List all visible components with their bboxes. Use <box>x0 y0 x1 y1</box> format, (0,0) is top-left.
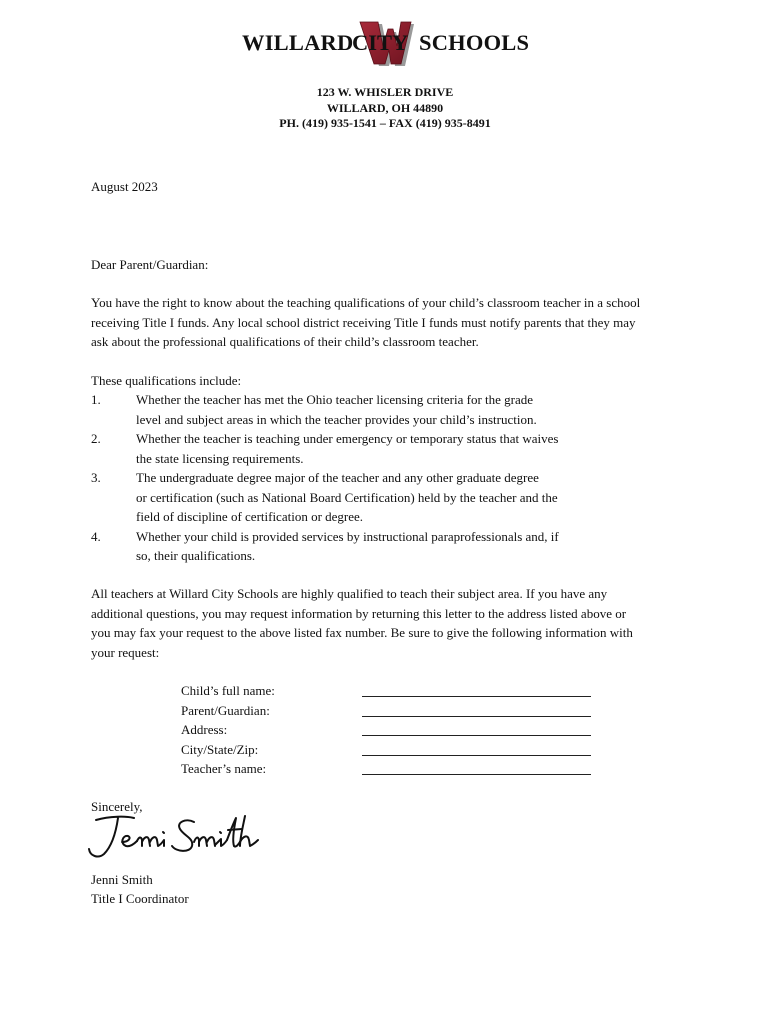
list-item-line: level and subject areas in which the teacher provides your child’s instruction. <box>136 411 537 427</box>
form-label: City/State/Zip: <box>181 741 259 757</box>
paragraph-line: your request: <box>91 644 160 660</box>
child-name-field[interactable] <box>362 681 591 697</box>
form-row-parent-guardian <box>181 701 591 721</box>
list-item <box>91 429 559 468</box>
address-phone-fax: PH. (419) 935-1541 – FAX (419) 935-8491 <box>279 116 491 130</box>
address-field[interactable] <box>362 720 591 736</box>
list-item-line: The undergraduate degree major of the teacher and any other graduate degree <box>136 470 539 485</box>
form-label: Teacher’s name: <box>181 761 267 776</box>
letter-date: August 2023 <box>91 179 158 194</box>
paragraph-line: You have the right to know about the teaching qualifications of your child’s classroom teacher in a school <box>91 295 641 310</box>
form-row-child-name <box>181 681 591 701</box>
list-item <box>91 468 559 527</box>
form-label: Child’s full name: <box>181 683 275 698</box>
form-row-address <box>181 720 591 740</box>
closing: Sincerely, <box>91 799 143 814</box>
paragraph-line: All teachers at Willard City Schools are highly qualified to teach their subject area. If you have any <box>91 586 608 601</box>
list-item-text <box>136 527 559 566</box>
parent-guardian-field[interactable] <box>362 701 591 717</box>
teacher-name-field[interactable] <box>362 759 591 775</box>
salutation: Dear Parent/Guardian: <box>91 257 209 272</box>
list-item <box>91 390 559 429</box>
paragraph-request-info <box>91 584 691 662</box>
request-form <box>181 681 591 779</box>
list-item-line: so, their qualifications. <box>136 548 256 563</box>
letterhead-address <box>0 85 770 132</box>
signer-title: Title I Coordinator <box>91 891 189 906</box>
list-item-number: 1. <box>91 392 101 407</box>
city-state-zip-field[interactable] <box>362 740 591 756</box>
form-row-teacher-name <box>181 759 591 779</box>
list-item-line: field of discipline of certification or degree. <box>136 509 364 524</box>
list-item-text <box>136 390 537 429</box>
list-item <box>91 527 559 566</box>
list-item-text <box>136 468 558 527</box>
qualifications-list <box>91 390 559 566</box>
letterhead-name-mid: CITY <box>352 30 409 55</box>
signer-name: Jenni Smith <box>91 872 153 887</box>
list-item-number: 4. <box>91 528 101 544</box>
form-label: Address: <box>181 722 228 737</box>
list-item-line: Whether your child is provided services by instructional paraprofessionals and, if <box>136 528 559 544</box>
list-item-line: the state licensing requirements. <box>136 450 304 466</box>
letterhead-name-right: SCHOOLS <box>419 30 530 55</box>
letterhead-name-left: WILLARD <box>242 30 354 55</box>
form-row-city-state-zip <box>181 740 591 760</box>
qualifications-intro: These qualifications include: <box>91 373 242 388</box>
address-city: WILLARD, OH 44890 <box>326 100 444 115</box>
list-item-line: Whether the teacher has met the Ohio teacher licensing criteria for the grade <box>136 392 534 407</box>
paragraph-line: ask about the professional qualifications of their child’s classroom teacher. <box>91 334 479 349</box>
list-item-text <box>136 429 558 468</box>
address-street: 123 W. WHISLER DRIVE <box>316 85 454 99</box>
paragraph-line: receiving Title I funds. Any local school district receiving Title I funds must notify parents that they may <box>91 314 636 330</box>
list-item-line: Whether the teacher is teaching under emergency or temporary status that waives <box>136 431 559 446</box>
list-item-number: 2. <box>91 431 101 446</box>
paragraph-line: additional questions, you may request information by returning this letter to the address listed above or <box>91 605 627 621</box>
form-label: Parent/Guardian: <box>181 702 270 718</box>
signature-icon <box>82 812 277 862</box>
letterhead <box>0 14 770 74</box>
paragraph-rights <box>91 293 691 352</box>
list-item-number: 3. <box>91 470 101 485</box>
paragraph-line: you may fax your request to the above listed fax number. Be sure to give the following information with <box>91 625 633 640</box>
list-item-line: or certification (such as National Board Certification) held by the teacher and the <box>136 489 558 505</box>
